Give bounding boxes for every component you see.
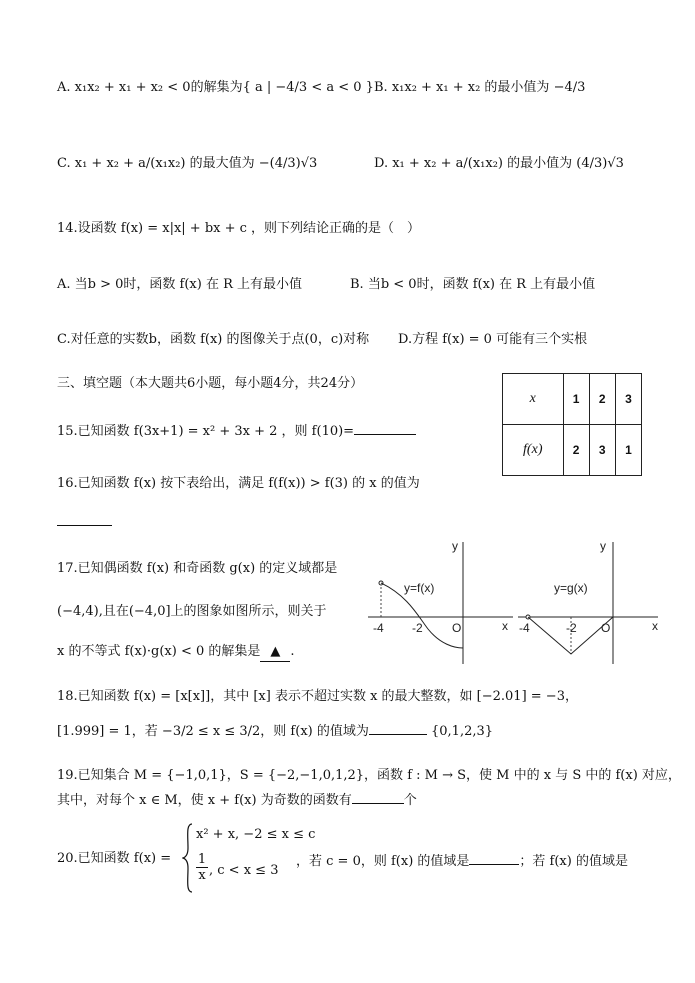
q16-stem: 16.已知函数 f(x) 按下表给出，满足 f(f(x)) > f(3) 的 x 的值为 bbox=[57, 476, 420, 491]
f-tick-neg2: -2 bbox=[412, 621, 423, 635]
q13-option-b: B. x₁x₂ + x₁ + x₂ 的最小值为 −4/3 bbox=[374, 80, 586, 95]
table-cell: 3 bbox=[589, 425, 615, 476]
q19-line2-text: 其中，对每个 x ∈ M，使 x + f(x) 为奇数的函数有 bbox=[57, 793, 352, 808]
brace-path bbox=[183, 824, 192, 892]
q13-option-a: A. x₁x₂ + x₁ + x₂ < 0的解集为{ a | −4/3 < a < 0 } bbox=[57, 80, 374, 95]
q14-option-a: A. 当b > 0时，函数 f(x) 在 R 上有最小值 bbox=[57, 277, 303, 292]
table-row bbox=[503, 425, 642, 476]
f-origin: O bbox=[452, 621, 462, 635]
q17-answer-blank[interactable] bbox=[260, 643, 290, 662]
q17-line1: 17.已知偶函数 f(x) 和奇函数 g(x) 的定义域都是 bbox=[57, 561, 338, 576]
q20-fraction bbox=[196, 852, 208, 883]
g-x-label: x bbox=[652, 619, 658, 633]
q14-option-c: C.对任意的实数b，函数 f(x) 的图像关于点(0，c)对称 bbox=[57, 332, 370, 347]
q13-option-c: C. x₁ + x₂ + a/(x₁x₂) 的最大值为 −(4/3)√3 bbox=[57, 156, 318, 171]
q20-case2-cond: , c < x ≤ 3 bbox=[209, 863, 279, 878]
q19-line2-end: 个 bbox=[403, 793, 417, 808]
q19-line1: 19.已知集合 M = {−1,0,1}，S = {−2,−1,0,1,2}，函数 f : M → S，使 M 中的 x 与 S 中的 f(x) 对应， bbox=[57, 768, 681, 783]
q20-case1: x² + x, −2 ≤ x ≤ c bbox=[196, 827, 316, 842]
q18-answer: {0,1,2,3} bbox=[431, 724, 494, 739]
q18-blank[interactable] bbox=[369, 720, 427, 735]
g-origin: O bbox=[601, 621, 611, 635]
q18-line2 bbox=[57, 720, 493, 741]
q17-line3: x 的不等式 f(x)·g(x) < 0 的解集是 ▲ . bbox=[57, 643, 295, 662]
q18-line2-text: [1.999] = 1，若 −3/2 ≤ x ≤ 3/2，则 f(x) 的值域为 bbox=[57, 724, 369, 739]
table-cell: x bbox=[503, 374, 564, 425]
section-heading: 三、填空题（本大题共6小题，每小题4分，共24分） bbox=[57, 376, 364, 391]
f-x-label: x bbox=[502, 619, 508, 633]
q20-suffix-text: ，若 c = 0，则 f(x) 的值域是 bbox=[296, 854, 470, 869]
g-tick-neg2: -2 bbox=[566, 621, 577, 635]
q20-blank[interactable] bbox=[469, 850, 519, 865]
q13-option-d: D. x₁ + x₂ + a/(x₁x₂) 的最小值为 (4/3)√3 bbox=[374, 156, 624, 171]
fraction-denominator: x bbox=[196, 867, 208, 883]
g-y-label: y bbox=[600, 539, 606, 553]
q19-blank[interactable] bbox=[352, 789, 404, 804]
f-curve-label: y=f(x) bbox=[404, 581, 435, 595]
q20-prefix: 20.已知函数 f(x) = bbox=[57, 851, 172, 866]
table-row bbox=[503, 374, 642, 425]
answer-mark: ▲ bbox=[270, 644, 281, 659]
table-cell: f(x) bbox=[503, 425, 564, 476]
q15-text: 15.已知函数 f(3x+1) = x² + 3x + 2 ，则 f(10)= bbox=[57, 424, 355, 439]
q14-stem: 14.设函数 f(x) = x|x| + bx + c ，则下列结论正确的是（ ） bbox=[57, 221, 421, 236]
q20-brace bbox=[182, 822, 194, 894]
q17-graphs bbox=[368, 536, 668, 671]
g-curve-label: y=g(x) bbox=[554, 581, 588, 595]
f-y-label: y bbox=[452, 539, 458, 553]
q14-option-d: D.方程 f(x) = 0 可能有三个实根 bbox=[398, 332, 588, 347]
function-table bbox=[502, 373, 642, 476]
table-cell: 2 bbox=[563, 425, 589, 476]
f-tick-neg4: -4 bbox=[373, 621, 384, 635]
q20-suffix bbox=[296, 850, 628, 871]
q15-blank[interactable] bbox=[354, 420, 416, 435]
g-tick-neg4: -4 bbox=[519, 621, 530, 635]
q20-suffix2-text: ；若 f(x) 的值域是 bbox=[519, 854, 628, 869]
q17-line2: (−4,4),且在(−4,0]上的图象如图所示，则关于 bbox=[57, 604, 327, 619]
fraction-numerator: 1 bbox=[197, 852, 207, 867]
q15-stem bbox=[57, 420, 416, 441]
q19-line2 bbox=[57, 789, 417, 810]
q16-blank[interactable] bbox=[57, 525, 112, 526]
table-cell: 1 bbox=[615, 425, 641, 476]
table-cell: 2 bbox=[589, 374, 615, 425]
q18-line1: 18.已知函数 f(x) = [x[x]]，其中 [x] 表示不超过实数 x 的最大整数，如 [−2.01] = −3， bbox=[57, 689, 578, 704]
table-cell: 3 bbox=[615, 374, 641, 425]
q14-option-b: B. 当b < 0时，函数 f(x) 在 R 上有最小值 bbox=[350, 277, 596, 292]
table-cell: 1 bbox=[563, 374, 589, 425]
q17-line3-text: x 的不等式 f(x)·g(x) < 0 的解集是 bbox=[57, 644, 261, 659]
